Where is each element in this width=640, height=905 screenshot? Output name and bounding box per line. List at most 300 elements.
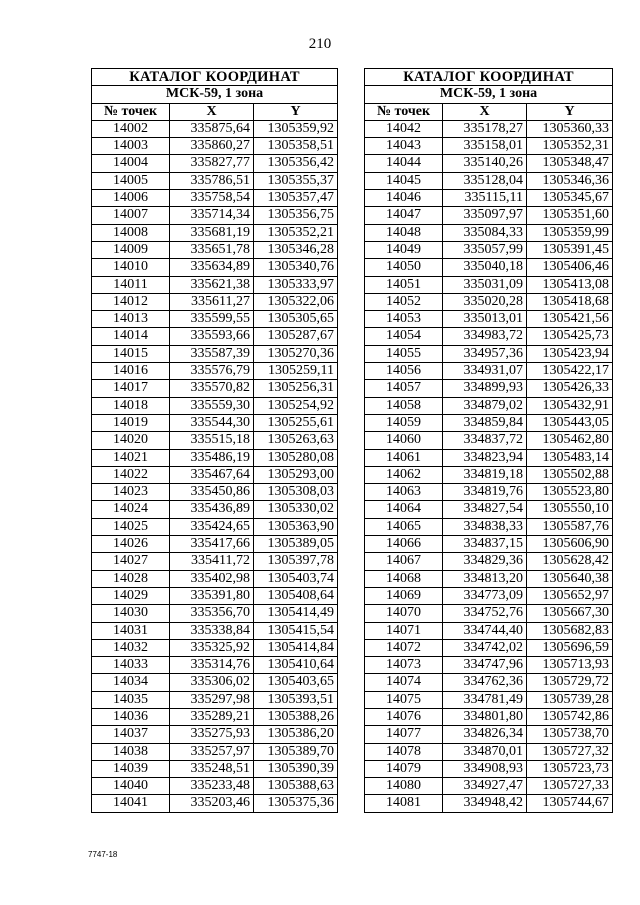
y-coordinate-cell: 1305355,37 bbox=[254, 172, 338, 189]
table-row bbox=[92, 224, 338, 241]
x-coordinate-cell: 334762,36 bbox=[443, 674, 527, 691]
coordinate-catalog-table-left bbox=[91, 68, 338, 813]
point-number-cell: 14041 bbox=[92, 795, 170, 812]
y-coordinate-cell: 1305403,74 bbox=[254, 570, 338, 587]
table-row bbox=[365, 276, 613, 293]
table-row bbox=[365, 466, 613, 483]
table-row bbox=[365, 587, 613, 604]
y-coordinate-cell: 1305462,80 bbox=[527, 432, 613, 449]
column-header-y: Y bbox=[254, 103, 338, 120]
table-row bbox=[92, 293, 338, 310]
point-number-cell: 14070 bbox=[365, 605, 443, 622]
x-coordinate-cell: 335651,78 bbox=[170, 241, 254, 258]
y-coordinate-cell: 1305356,42 bbox=[254, 155, 338, 172]
x-coordinate-cell: 335314,76 bbox=[170, 657, 254, 674]
point-number-cell: 14051 bbox=[365, 276, 443, 293]
point-number-cell: 14066 bbox=[365, 536, 443, 553]
x-coordinate-cell: 335297,98 bbox=[170, 691, 254, 708]
point-number-cell: 14011 bbox=[92, 276, 170, 293]
y-coordinate-cell: 1305346,36 bbox=[527, 172, 613, 189]
point-number-cell: 14033 bbox=[92, 657, 170, 674]
x-coordinate-cell: 334899,93 bbox=[443, 380, 527, 397]
x-coordinate-cell: 335681,19 bbox=[170, 224, 254, 241]
table-row bbox=[92, 760, 338, 777]
y-coordinate-cell: 1305742,86 bbox=[527, 708, 613, 725]
point-number-cell: 14056 bbox=[365, 363, 443, 380]
y-coordinate-cell: 1305333,97 bbox=[254, 276, 338, 293]
y-coordinate-cell: 1305414,84 bbox=[254, 639, 338, 656]
point-number-cell: 14076 bbox=[365, 708, 443, 725]
catalog-title: КАТАЛОГ КООРДИНАТ bbox=[365, 69, 613, 86]
y-coordinate-cell: 1305739,28 bbox=[527, 691, 613, 708]
x-coordinate-cell: 335020,28 bbox=[443, 293, 527, 310]
table-row bbox=[365, 518, 613, 535]
point-number-cell: 14030 bbox=[92, 605, 170, 622]
table-row bbox=[92, 449, 338, 466]
table-row bbox=[365, 484, 613, 501]
table-row bbox=[92, 657, 338, 674]
x-coordinate-cell: 335860,27 bbox=[170, 138, 254, 155]
y-coordinate-cell: 1305729,72 bbox=[527, 674, 613, 691]
x-coordinate-cell: 335786,51 bbox=[170, 172, 254, 189]
y-coordinate-cell: 1305255,61 bbox=[254, 414, 338, 431]
x-coordinate-cell: 335436,89 bbox=[170, 501, 254, 518]
x-coordinate-cell: 335356,70 bbox=[170, 605, 254, 622]
x-coordinate-cell: 334957,36 bbox=[443, 345, 527, 362]
point-number-cell: 14062 bbox=[365, 466, 443, 483]
table-row bbox=[92, 345, 338, 362]
x-coordinate-cell: 335559,30 bbox=[170, 397, 254, 414]
x-coordinate-cell: 335178,27 bbox=[443, 120, 527, 137]
y-coordinate-cell: 1305330,02 bbox=[254, 501, 338, 518]
y-coordinate-cell: 1305256,31 bbox=[254, 380, 338, 397]
x-coordinate-cell: 335097,97 bbox=[443, 207, 527, 224]
x-coordinate-cell: 335827,77 bbox=[170, 155, 254, 172]
point-number-cell: 14003 bbox=[92, 138, 170, 155]
point-number-cell: 14035 bbox=[92, 691, 170, 708]
table-row bbox=[92, 414, 338, 431]
x-coordinate-cell: 335611,27 bbox=[170, 293, 254, 310]
y-coordinate-cell: 1305652,97 bbox=[527, 587, 613, 604]
coordinate-catalog-table-right bbox=[364, 68, 613, 813]
table-row bbox=[92, 172, 338, 189]
table-row bbox=[365, 172, 613, 189]
column-header-point-number: № точек bbox=[365, 103, 443, 120]
point-number-cell: 14061 bbox=[365, 449, 443, 466]
y-coordinate-cell: 1305682,83 bbox=[527, 622, 613, 639]
y-coordinate-cell: 1305352,21 bbox=[254, 224, 338, 241]
table-row bbox=[92, 138, 338, 155]
x-coordinate-cell: 334859,84 bbox=[443, 414, 527, 431]
y-coordinate-cell: 1305443,05 bbox=[527, 414, 613, 431]
point-number-cell: 14071 bbox=[365, 622, 443, 639]
x-coordinate-cell: 335424,65 bbox=[170, 518, 254, 535]
table-row bbox=[365, 778, 613, 795]
x-coordinate-cell: 334879,02 bbox=[443, 397, 527, 414]
point-number-cell: 14007 bbox=[92, 207, 170, 224]
x-coordinate-cell: 335758,54 bbox=[170, 190, 254, 207]
x-coordinate-cell: 335128,04 bbox=[443, 172, 527, 189]
table-row bbox=[365, 414, 613, 431]
y-coordinate-cell: 1305305,65 bbox=[254, 311, 338, 328]
x-coordinate-cell: 335203,46 bbox=[170, 795, 254, 812]
point-number-cell: 14012 bbox=[92, 293, 170, 310]
x-coordinate-cell: 334752,76 bbox=[443, 605, 527, 622]
x-coordinate-cell: 335402,98 bbox=[170, 570, 254, 587]
y-coordinate-cell: 1305270,36 bbox=[254, 345, 338, 362]
x-coordinate-cell: 334931,07 bbox=[443, 363, 527, 380]
y-coordinate-cell: 1305408,64 bbox=[254, 587, 338, 604]
y-coordinate-cell: 1305359,99 bbox=[527, 224, 613, 241]
y-coordinate-cell: 1305425,73 bbox=[527, 328, 613, 345]
y-coordinate-cell: 1305713,93 bbox=[527, 657, 613, 674]
point-number-cell: 14046 bbox=[365, 190, 443, 207]
y-coordinate-cell: 1305346,28 bbox=[254, 241, 338, 258]
table-row bbox=[92, 484, 338, 501]
column-header-x: X bbox=[170, 103, 254, 120]
x-coordinate-cell: 335587,39 bbox=[170, 345, 254, 362]
table-row bbox=[92, 501, 338, 518]
table-row bbox=[365, 155, 613, 172]
y-coordinate-cell: 1305410,64 bbox=[254, 657, 338, 674]
table-row bbox=[92, 190, 338, 207]
x-coordinate-cell: 334838,33 bbox=[443, 518, 527, 535]
y-coordinate-cell: 1305340,76 bbox=[254, 259, 338, 276]
y-coordinate-cell: 1305606,90 bbox=[527, 536, 613, 553]
x-coordinate-cell: 335544,30 bbox=[170, 414, 254, 431]
x-coordinate-cell: 335486,19 bbox=[170, 449, 254, 466]
catalog-title: КАТАЛОГ КООРДИНАТ bbox=[92, 69, 338, 86]
table-row bbox=[365, 432, 613, 449]
y-coordinate-cell: 1305640,38 bbox=[527, 570, 613, 587]
x-coordinate-cell: 335391,80 bbox=[170, 587, 254, 604]
point-number-cell: 14008 bbox=[92, 224, 170, 241]
point-number-cell: 14020 bbox=[92, 432, 170, 449]
y-coordinate-cell: 1305287,67 bbox=[254, 328, 338, 345]
x-coordinate-cell: 335140,26 bbox=[443, 155, 527, 172]
x-coordinate-cell: 335289,21 bbox=[170, 708, 254, 725]
y-coordinate-cell: 1305414,49 bbox=[254, 605, 338, 622]
table-row bbox=[365, 795, 613, 812]
y-coordinate-cell: 1305423,94 bbox=[527, 345, 613, 362]
point-number-cell: 14054 bbox=[365, 328, 443, 345]
y-coordinate-cell: 1305744,67 bbox=[527, 795, 613, 812]
y-coordinate-cell: 1305348,47 bbox=[527, 155, 613, 172]
column-header-point-number: № точек bbox=[92, 103, 170, 120]
table-row bbox=[92, 605, 338, 622]
y-coordinate-cell: 1305422,17 bbox=[527, 363, 613, 380]
table-row bbox=[365, 397, 613, 414]
x-coordinate-cell: 334742,02 bbox=[443, 639, 527, 656]
table-row bbox=[92, 328, 338, 345]
point-number-cell: 14040 bbox=[92, 778, 170, 795]
y-coordinate-cell: 1305727,33 bbox=[527, 778, 613, 795]
x-coordinate-cell: 335013,01 bbox=[443, 311, 527, 328]
table-row bbox=[92, 691, 338, 708]
point-number-cell: 14075 bbox=[365, 691, 443, 708]
point-number-cell: 14053 bbox=[365, 311, 443, 328]
y-coordinate-cell: 1305357,47 bbox=[254, 190, 338, 207]
y-coordinate-cell: 1305723,73 bbox=[527, 760, 613, 777]
table-row bbox=[92, 708, 338, 725]
table-row bbox=[365, 536, 613, 553]
x-coordinate-cell: 335031,09 bbox=[443, 276, 527, 293]
table-row bbox=[365, 259, 613, 276]
point-number-cell: 14026 bbox=[92, 536, 170, 553]
x-coordinate-cell: 335621,38 bbox=[170, 276, 254, 293]
y-coordinate-cell: 1305386,20 bbox=[254, 726, 338, 743]
y-coordinate-cell: 1305389,70 bbox=[254, 743, 338, 760]
point-number-cell: 14037 bbox=[92, 726, 170, 743]
x-coordinate-cell: 335875,64 bbox=[170, 120, 254, 137]
table-row bbox=[92, 380, 338, 397]
document-code: 7747-18 bbox=[88, 850, 118, 859]
point-number-cell: 14018 bbox=[92, 397, 170, 414]
x-coordinate-cell: 335593,66 bbox=[170, 328, 254, 345]
y-coordinate-cell: 1305393,51 bbox=[254, 691, 338, 708]
table-row bbox=[365, 190, 613, 207]
table-row bbox=[92, 120, 338, 137]
point-number-cell: 14017 bbox=[92, 380, 170, 397]
point-number-cell: 14027 bbox=[92, 553, 170, 570]
point-number-cell: 14045 bbox=[365, 172, 443, 189]
y-coordinate-cell: 1305293,00 bbox=[254, 466, 338, 483]
table-row bbox=[92, 622, 338, 639]
table-row bbox=[92, 155, 338, 172]
y-coordinate-cell: 1305523,80 bbox=[527, 484, 613, 501]
table-row bbox=[92, 570, 338, 587]
table-row bbox=[92, 726, 338, 743]
x-coordinate-cell: 334870,01 bbox=[443, 743, 527, 760]
point-number-cell: 14044 bbox=[365, 155, 443, 172]
table-row bbox=[365, 674, 613, 691]
table-row bbox=[365, 605, 613, 622]
x-coordinate-cell: 334826,34 bbox=[443, 726, 527, 743]
catalog-subtitle: МСК-59, 1 зона bbox=[365, 86, 613, 103]
x-coordinate-cell: 335084,33 bbox=[443, 224, 527, 241]
point-number-cell: 14065 bbox=[365, 518, 443, 535]
column-header-x: X bbox=[443, 103, 527, 120]
point-number-cell: 14055 bbox=[365, 345, 443, 362]
point-number-cell: 14019 bbox=[92, 414, 170, 431]
point-number-cell: 14025 bbox=[92, 518, 170, 535]
point-number-cell: 14057 bbox=[365, 380, 443, 397]
y-coordinate-cell: 1305280,08 bbox=[254, 449, 338, 466]
y-coordinate-cell: 1305388,26 bbox=[254, 708, 338, 725]
x-coordinate-cell: 335233,48 bbox=[170, 778, 254, 795]
point-number-cell: 14068 bbox=[365, 570, 443, 587]
x-coordinate-cell: 334819,18 bbox=[443, 466, 527, 483]
y-coordinate-cell: 1305421,56 bbox=[527, 311, 613, 328]
point-number-cell: 14006 bbox=[92, 190, 170, 207]
x-coordinate-cell: 335115,11 bbox=[443, 190, 527, 207]
y-coordinate-cell: 1305359,92 bbox=[254, 120, 338, 137]
catalog-body-right bbox=[365, 120, 613, 812]
table-row bbox=[92, 536, 338, 553]
x-coordinate-cell: 334837,72 bbox=[443, 432, 527, 449]
table-row bbox=[365, 311, 613, 328]
y-coordinate-cell: 1305388,63 bbox=[254, 778, 338, 795]
table-row bbox=[92, 432, 338, 449]
table-row bbox=[365, 760, 613, 777]
x-coordinate-cell: 335248,51 bbox=[170, 760, 254, 777]
table-row bbox=[92, 553, 338, 570]
y-coordinate-cell: 1305254,92 bbox=[254, 397, 338, 414]
point-number-cell: 14077 bbox=[365, 726, 443, 743]
y-coordinate-cell: 1305667,30 bbox=[527, 605, 613, 622]
table-row bbox=[92, 674, 338, 691]
x-coordinate-cell: 335417,66 bbox=[170, 536, 254, 553]
table-row bbox=[365, 657, 613, 674]
table-row bbox=[92, 518, 338, 535]
table-row bbox=[365, 363, 613, 380]
x-coordinate-cell: 335158,01 bbox=[443, 138, 527, 155]
x-coordinate-cell: 335325,92 bbox=[170, 639, 254, 656]
point-number-cell: 14036 bbox=[92, 708, 170, 725]
point-number-cell: 14029 bbox=[92, 587, 170, 604]
point-number-cell: 14015 bbox=[92, 345, 170, 362]
catalog-subtitle: МСК-59, 1 зона bbox=[92, 86, 338, 103]
x-coordinate-cell: 335306,02 bbox=[170, 674, 254, 691]
point-number-cell: 14039 bbox=[92, 760, 170, 777]
y-coordinate-cell: 1305360,33 bbox=[527, 120, 613, 137]
point-number-cell: 14023 bbox=[92, 484, 170, 501]
x-coordinate-cell: 334773,09 bbox=[443, 587, 527, 604]
point-number-cell: 14004 bbox=[92, 155, 170, 172]
table-row bbox=[365, 224, 613, 241]
table-row bbox=[92, 466, 338, 483]
page-number: 210 bbox=[308, 36, 332, 52]
point-number-cell: 14005 bbox=[92, 172, 170, 189]
point-number-cell: 14079 bbox=[365, 760, 443, 777]
x-coordinate-cell: 334781,49 bbox=[443, 691, 527, 708]
table-row bbox=[92, 363, 338, 380]
table-row bbox=[365, 743, 613, 760]
x-coordinate-cell: 335275,93 bbox=[170, 726, 254, 743]
point-number-cell: 14002 bbox=[92, 120, 170, 137]
y-coordinate-cell: 1305263,63 bbox=[254, 432, 338, 449]
x-coordinate-cell: 335450,86 bbox=[170, 484, 254, 501]
table-row bbox=[92, 778, 338, 795]
x-coordinate-cell: 334983,72 bbox=[443, 328, 527, 345]
table-row bbox=[92, 276, 338, 293]
point-number-cell: 14034 bbox=[92, 674, 170, 691]
x-coordinate-cell: 334837,15 bbox=[443, 536, 527, 553]
x-coordinate-cell: 335515,18 bbox=[170, 432, 254, 449]
y-coordinate-cell: 1305308,03 bbox=[254, 484, 338, 501]
table-row bbox=[365, 345, 613, 362]
table-row bbox=[365, 501, 613, 518]
y-coordinate-cell: 1305628,42 bbox=[527, 553, 613, 570]
y-coordinate-cell: 1305415,54 bbox=[254, 622, 338, 639]
x-coordinate-cell: 335714,34 bbox=[170, 207, 254, 224]
y-coordinate-cell: 1305418,68 bbox=[527, 293, 613, 310]
x-coordinate-cell: 334819,76 bbox=[443, 484, 527, 501]
x-coordinate-cell: 335040,18 bbox=[443, 259, 527, 276]
y-coordinate-cell: 1305587,76 bbox=[527, 518, 613, 535]
point-number-cell: 14067 bbox=[365, 553, 443, 570]
y-coordinate-cell: 1305397,78 bbox=[254, 553, 338, 570]
point-number-cell: 14016 bbox=[92, 363, 170, 380]
x-coordinate-cell: 334744,40 bbox=[443, 622, 527, 639]
point-number-cell: 14021 bbox=[92, 449, 170, 466]
point-number-cell: 14022 bbox=[92, 466, 170, 483]
x-coordinate-cell: 334908,93 bbox=[443, 760, 527, 777]
x-coordinate-cell: 334813,20 bbox=[443, 570, 527, 587]
point-number-cell: 14031 bbox=[92, 622, 170, 639]
point-number-cell: 14013 bbox=[92, 311, 170, 328]
point-number-cell: 14058 bbox=[365, 397, 443, 414]
y-coordinate-cell: 1305727,32 bbox=[527, 743, 613, 760]
y-coordinate-cell: 1305502,88 bbox=[527, 466, 613, 483]
x-coordinate-cell: 335411,72 bbox=[170, 553, 254, 570]
point-number-cell: 14043 bbox=[365, 138, 443, 155]
x-coordinate-cell: 334823,94 bbox=[443, 449, 527, 466]
point-number-cell: 14073 bbox=[365, 657, 443, 674]
table-row bbox=[92, 743, 338, 760]
point-number-cell: 14069 bbox=[365, 587, 443, 604]
table-row bbox=[365, 293, 613, 310]
point-number-cell: 14048 bbox=[365, 224, 443, 241]
y-coordinate-cell: 1305363,90 bbox=[254, 518, 338, 535]
point-number-cell: 14074 bbox=[365, 674, 443, 691]
y-coordinate-cell: 1305322,06 bbox=[254, 293, 338, 310]
point-number-cell: 14063 bbox=[365, 484, 443, 501]
y-coordinate-cell: 1305696,59 bbox=[527, 639, 613, 656]
y-coordinate-cell: 1305483,14 bbox=[527, 449, 613, 466]
table-row bbox=[92, 241, 338, 258]
x-coordinate-cell: 334801,80 bbox=[443, 708, 527, 725]
catalog-body-left bbox=[92, 120, 338, 812]
table-row bbox=[92, 397, 338, 414]
point-number-cell: 14024 bbox=[92, 501, 170, 518]
y-coordinate-cell: 1305738,70 bbox=[527, 726, 613, 743]
point-number-cell: 14078 bbox=[365, 743, 443, 760]
point-number-cell: 14080 bbox=[365, 778, 443, 795]
x-coordinate-cell: 334927,47 bbox=[443, 778, 527, 795]
table-row bbox=[365, 639, 613, 656]
table-row bbox=[365, 328, 613, 345]
y-coordinate-cell: 1305406,46 bbox=[527, 259, 613, 276]
point-number-cell: 14042 bbox=[365, 120, 443, 137]
x-coordinate-cell: 334747,96 bbox=[443, 657, 527, 674]
point-number-cell: 14072 bbox=[365, 639, 443, 656]
table-row bbox=[365, 553, 613, 570]
table-row bbox=[365, 622, 613, 639]
point-number-cell: 14014 bbox=[92, 328, 170, 345]
x-coordinate-cell: 335576,79 bbox=[170, 363, 254, 380]
x-coordinate-cell: 335570,82 bbox=[170, 380, 254, 397]
table-row bbox=[365, 708, 613, 725]
y-coordinate-cell: 1305391,45 bbox=[527, 241, 613, 258]
point-number-cell: 14049 bbox=[365, 241, 443, 258]
y-coordinate-cell: 1305375,36 bbox=[254, 795, 338, 812]
table-row bbox=[365, 449, 613, 466]
x-coordinate-cell: 335057,99 bbox=[443, 241, 527, 258]
point-number-cell: 14009 bbox=[92, 241, 170, 258]
column-header-y: Y bbox=[527, 103, 613, 120]
y-coordinate-cell: 1305403,65 bbox=[254, 674, 338, 691]
y-coordinate-cell: 1305345,67 bbox=[527, 190, 613, 207]
x-coordinate-cell: 334948,42 bbox=[443, 795, 527, 812]
x-coordinate-cell: 335634,89 bbox=[170, 259, 254, 276]
point-number-cell: 14081 bbox=[365, 795, 443, 812]
table-row bbox=[92, 259, 338, 276]
table-row bbox=[92, 587, 338, 604]
x-coordinate-cell: 335599,55 bbox=[170, 311, 254, 328]
y-coordinate-cell: 1305352,31 bbox=[527, 138, 613, 155]
y-coordinate-cell: 1305426,33 bbox=[527, 380, 613, 397]
